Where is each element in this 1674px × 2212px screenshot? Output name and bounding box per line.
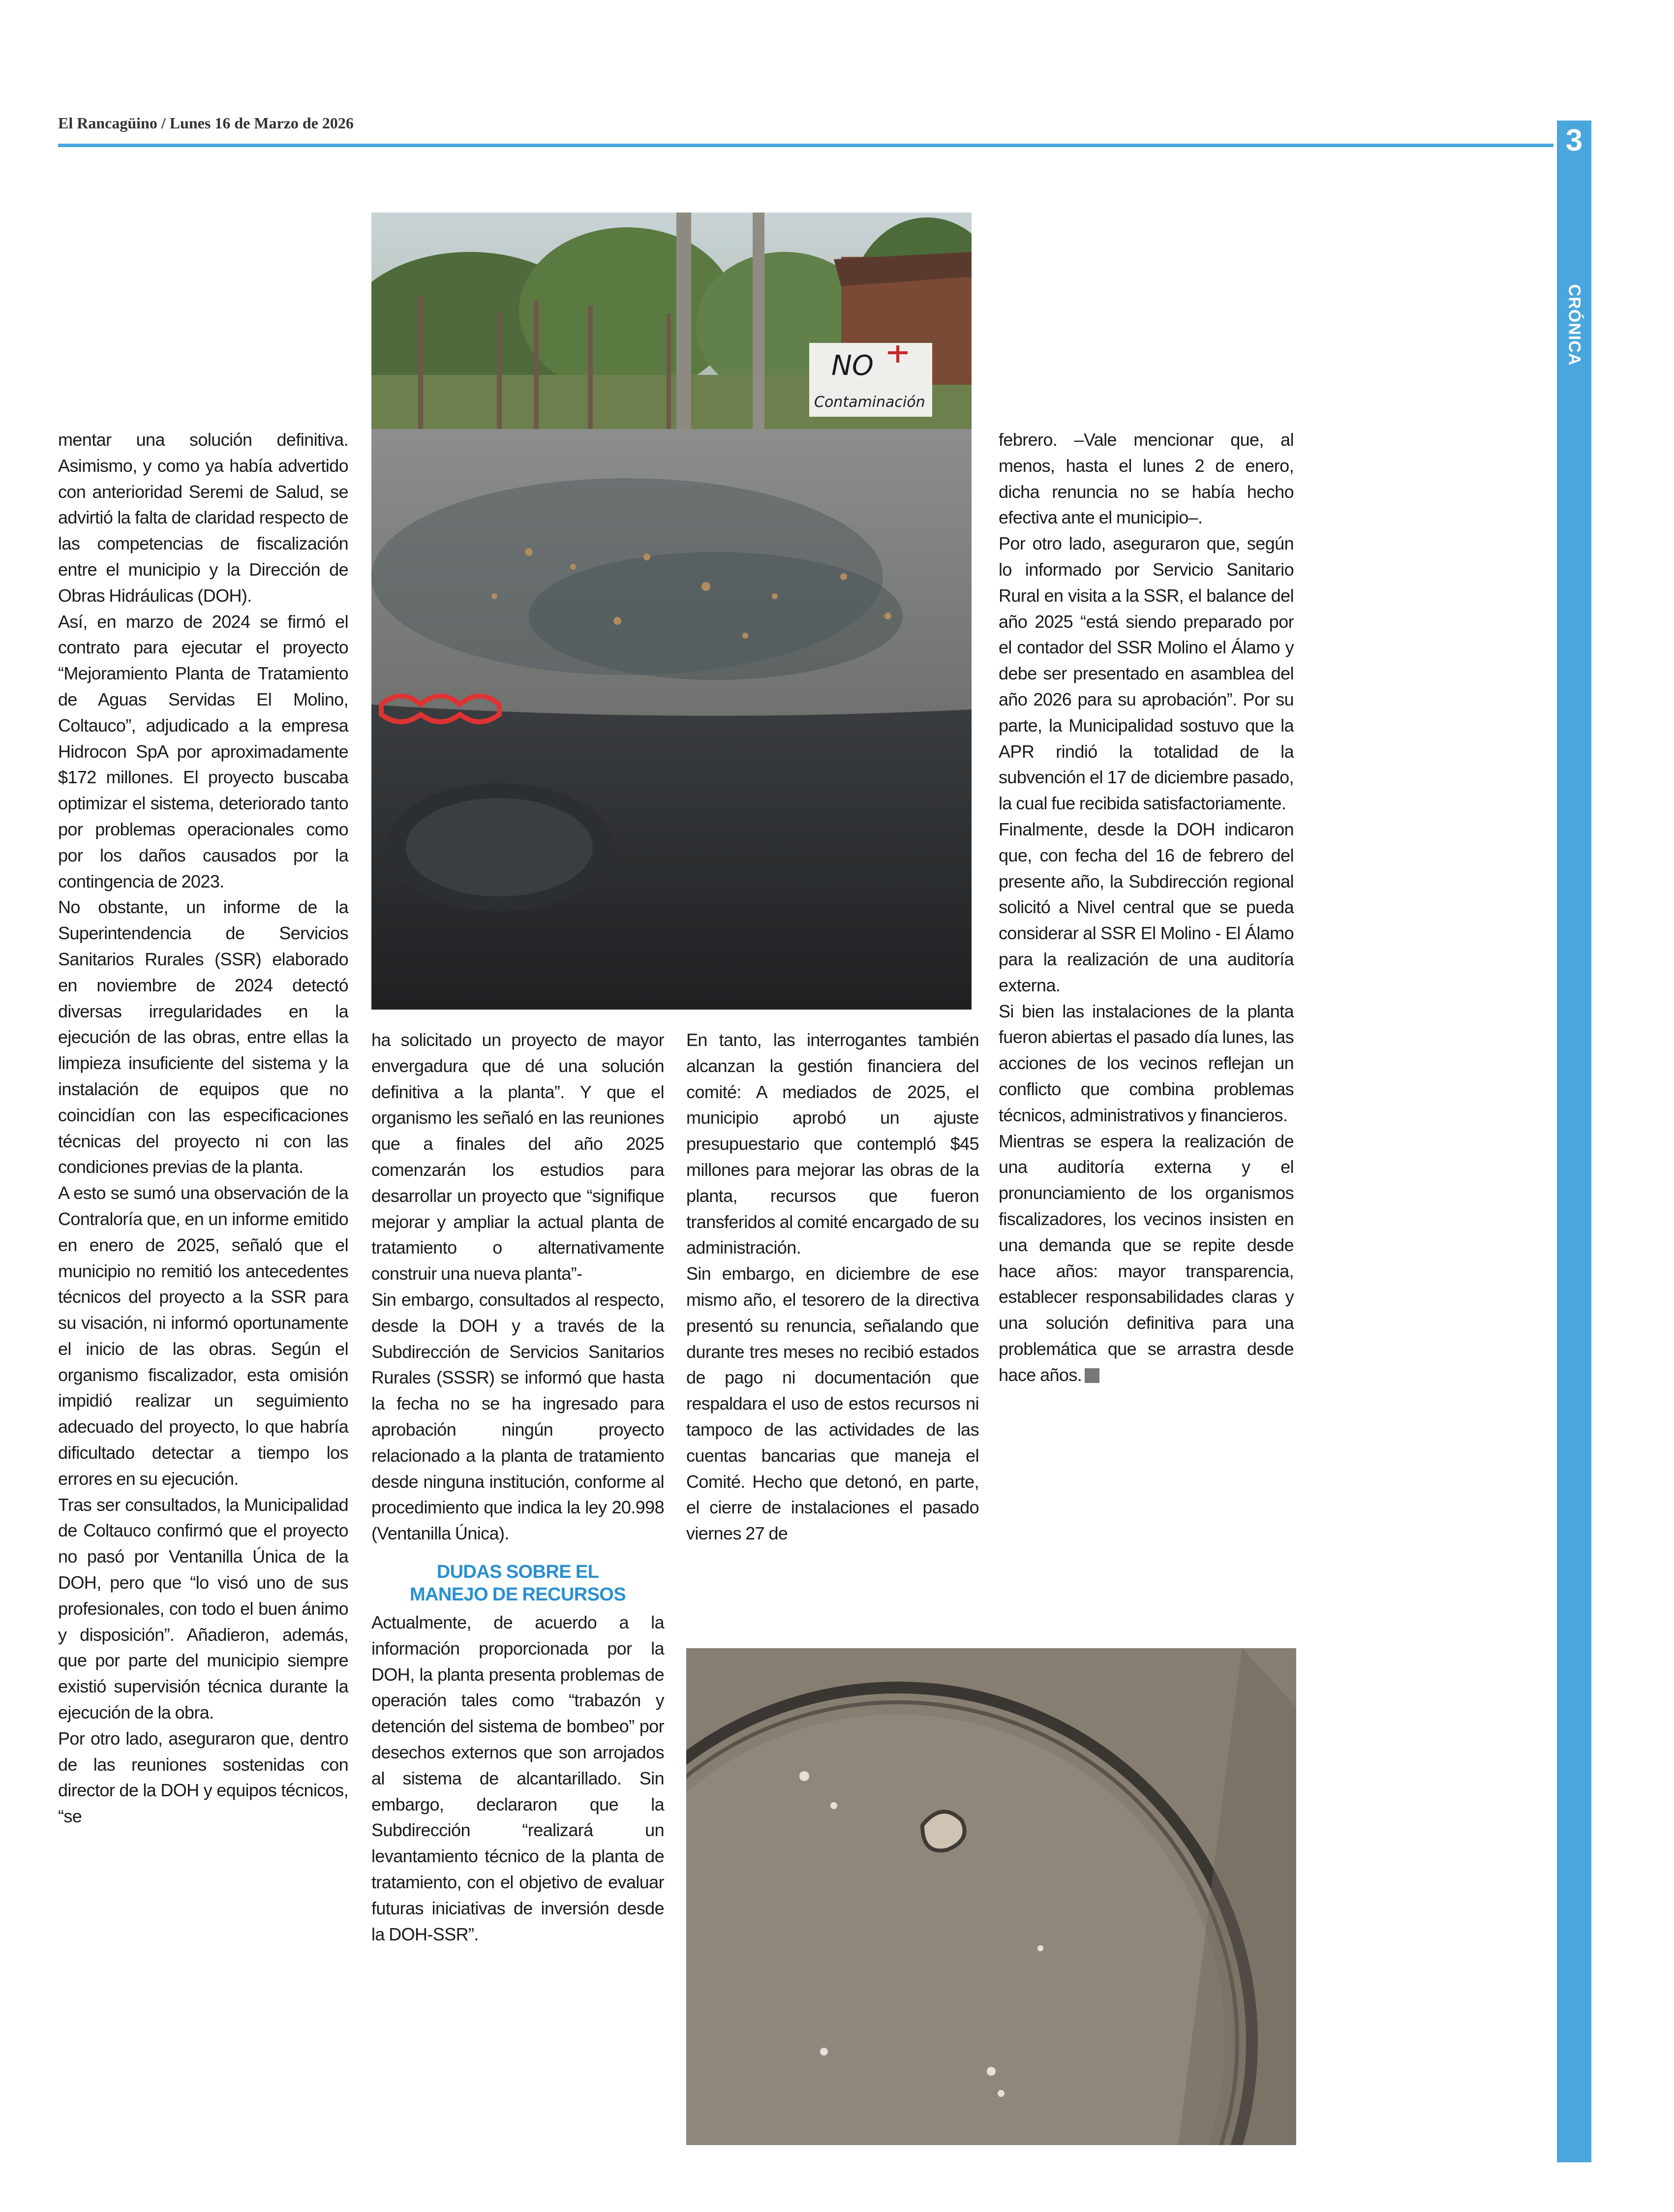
paragraph: Mientras se espera la realización de una auditoría externa y el pronunciamiento de los organismos fiscalizadores, los vecinos insisten en una demanda que se repite desde hace años: mayor transparencia, establecer responsabilidades claras y una solución definitiva para una problemática que se arrastra desde hace años. — [999, 1131, 1294, 1385]
section-label — [1554, 261, 1594, 389]
article-column-2 — [371, 1027, 664, 1947]
header-publication-date: El Rancagüino / Lunes 16 de Marzo de 2026 — [58, 114, 354, 132]
header-rule — [58, 144, 1553, 147]
paragraph: febrero. –Vale mencionar que, al menos, hasta el lunes 2 de enero, dicha renuncia no se había hecho efectiva ante el municipio–. — [999, 430, 1294, 528]
side-strip — [1557, 121, 1591, 2162]
end-of-article-icon — [1085, 1368, 1099, 1383]
paragraph: No obstante, un informe de la Superintendencia de Servicios Sanitarios Rurales (SSR) elaborado en noviembre de 2024 detectó diversas irregularidades en la ejecución de las obras, entre ellas la limpieza insuficiente del sistema y la instalación de equipos que no coincidían con las especificaciones técnicas del proyecto ni con las condiciones previas de la planta. — [58, 897, 348, 1177]
article-column-3 — [686, 1027, 979, 1547]
paragraph: En tanto, las interrogantes también alcanzan la gestión financiera del comité: A mediados de 2025, el municipio aprobó un ajuste presupuestario que contempló $45 millones para mejorar las obras de la planta, recursos que fueron transferidos al comité encargado de su administración. — [686, 1030, 979, 1258]
protest-sign-line2: Contaminación — [814, 394, 925, 411]
subhead-line-1: DUDAS SOBRE EL — [436, 1561, 599, 1582]
section-label-text: CRÓNICA — [1565, 284, 1584, 366]
subhead-dudas-recursos — [371, 1561, 664, 1606]
protest-sign-line1: NO — [831, 350, 874, 382]
paragraph: Finalmente, desde la DOH indicaron que, con fecha del 16 de febrero del presente año, la Subdirección regional solicitó a Nivel central que se pueda considerar al SSR El Molino - El Álamo para la realización de una auditoría externa. — [999, 819, 1294, 995]
paragraph: Por otro lado, aseguraron que, según lo informado por Servicio Sanitario Rural en visita a la SSR, el balance del año 2025 “está siendo preparado por el contador del SSR Molino el Álamo y debe ser presentado en asamblea del año 2026 para su aprobación”. Por su parte, la Municipalidad sostuvo que la APR rindió la totalidad de la subvención el 17 de diciembre pasado, la cual fue recibida satisfactoriamente. — [999, 533, 1294, 814]
paragraph: Actualmente, de acuerdo a la información proporcionada por la DOH, la planta presenta problemas de operación tales como “trabazón y detención del sistema de bombeo” por desechos externos que son arrojados al sistema de alcantarillado. Sin embargo, declararon que la Subdirección “realizará un levantamiento técnico de la planta de tratamiento, con el objetivo de evaluar futuras iniciativas de inversión desde la DOH-SSR”. — [371, 1612, 664, 1944]
paragraph: Sin embargo, en diciembre de ese mismo año, el tesorero de la directiva presentó su renuncia, señalando que durante tres meses no recibió estados de pago ni documentación que respaldara el uso de estos recursos ni tampoco de las actividades de las cuentas bancarias que maneja el Comité. Hecho que detonó, en parte, el cierre de instalaciones el pasado viernes 27 de — [686, 1263, 979, 1544]
photo-manhole — [686, 1648, 1296, 2145]
paragraph: Si bien las instalaciones de la planta fueron abiertas el pasado día lunes, las acciones de los vecinos reflejan un conflicto que combina problemas técnicos, administrativos y financieros. — [999, 1001, 1294, 1125]
paragraph: A esto se sumó una observación de la Contraloría que, en un informe emitido en enero de 2025, señaló que el municipio no remitió los antecedentes técnicos del proyecto a la SSR para su visación, ni informó oportunamente el inicio de las obras. Según el organismo fiscalizador, esta omisión impidió realizar un seguimiento adecuado del proyecto, lo que habría dificultado detectar a tiempo los errores en su ejecución. — [58, 1183, 348, 1489]
paragraph: Así, en marzo de 2024 se firmó el contrato para ejecutar el proyecto “Mejoramiento Planta de Tratamiento de Aguas Servidas El Molino, Coltauco”, adjudicado a la empresa Hidrocon SpA por aproximadamente $172 millones. El proyecto buscaba optimizar el sistema, deteriorado tanto por problemas operacionales como por los daños causados por la contingencia de 2023. — [58, 611, 348, 891]
paragraph: Tras ser consultados, la Municipalidad de Coltauco confirmó que el proyecto no pasó por Ventanilla Única de la DOH, pero que “lo visó uno de sus profesionales, con todo el buen ánimo y disposición”. Añadieron, además, que por parte del municipio siempre existió supervisión técnica durante la ejecución de la obra. — [58, 1494, 348, 1723]
paragraph: ha solicitado un proyecto de mayor envergadura que dé una solución definitiva a la planta”. Y que el organismo les señaló en las reuniones que a finales del año 2025 comenzarán los estudios para desarrollar un proyecto que “signifique mejorar y ampliar la actual planta de tratamiento o alternativamente construir una nueva planta”- — [371, 1030, 664, 1284]
article-column-1 — [58, 427, 348, 1830]
paragraph: mentar una solución definitiva. Asimismo, y como ya había advertido con anterioridad Seremi de Salud, se advirtió la falta de claridad respecto de las competencias de fiscalización entre el municipio y la Dirección de Obras Hidráulicas (DOH). — [58, 430, 348, 606]
page-number: 3 — [1565, 123, 1583, 157]
paragraph: Sin embargo, consultados al respecto, desde la DOH y a través de la Subdirección de Servicios Sanitarios Rurales (SSSR) se informó que hasta la fecha no se ha ingresado para aprobación ningún proyecto relacionado a la planta de tratamiento desde ninguna institución, conforme al procedimiento que indica la ley 20.998 (Ventanilla Única). — [371, 1289, 664, 1544]
article-column-4 — [999, 427, 1294, 1388]
subhead-line-2: MANEJO DE RECURSOS — [409, 1584, 626, 1605]
photo-street-sewage — [371, 213, 972, 1010]
paragraph: Por otro lado, aseguraron que, dentro de las reuniones sostenidas con director de la DOH y equipos técnicos, “se — [58, 1728, 348, 1827]
